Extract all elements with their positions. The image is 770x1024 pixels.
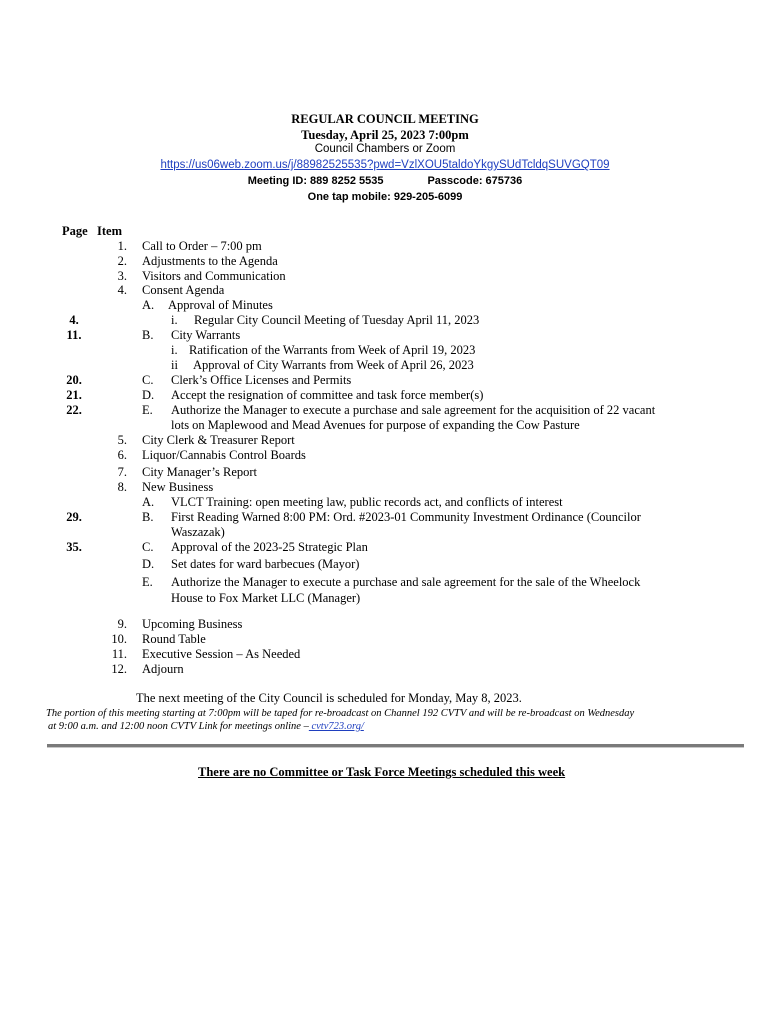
page-number: 20.	[66, 373, 82, 387]
item-number: 5.	[117, 433, 127, 447]
item-letter: D.	[142, 388, 155, 402]
item-text: City Clerk & Treasurer Report	[142, 433, 295, 447]
item-number: 10.	[111, 632, 127, 646]
item-number: 2.	[117, 254, 127, 268]
item-letter: E.	[142, 575, 153, 589]
item-roman: ii	[171, 358, 178, 372]
page-number: 4.	[69, 313, 79, 327]
item-roman: i.	[171, 343, 178, 357]
passcode: Passcode: 675736	[427, 175, 523, 187]
meeting-credentials	[0, 175, 770, 187]
item-text: Adjourn	[142, 662, 184, 676]
item-text: VLCT Training: open meeting law, public records act, and conflicts of interest	[171, 495, 563, 509]
item-number: 12.	[111, 662, 127, 676]
item-column-header: Item	[97, 224, 122, 238]
item-letter: B.	[142, 328, 154, 342]
broadcast-note-text: at 9:00 a.m. and 12:00 noon CVTV Link for meetings online –	[48, 721, 309, 732]
item-text: City Manager’s Report	[142, 465, 258, 479]
page-column-header: Page	[62, 224, 88, 238]
broadcast-note-line2	[48, 721, 364, 732]
item-text: City Warrants	[171, 328, 241, 342]
item-text-continued: lots on Maplewood and Mead Avenues for purpose of expanding the Cow Pasture	[171, 418, 580, 432]
item-text: Ratification of the Warrants from Week of April 19, 2023	[189, 343, 476, 357]
item-text: Authorize the Manager to execute a purchase and sale agreement for the acquisition of 22 vacant	[171, 403, 656, 417]
item-text-continued: House to Fox Market LLC (Manager)	[171, 591, 361, 605]
broadcast-note-line1: The portion of this meeting starting at 7:00pm will be taped for re-broadcast on Channel 192 CVTV and will be re-broadcast on Wednesday	[46, 708, 635, 719]
item-text: Clerk’s Office Licenses and Permits	[171, 373, 352, 387]
item-roman: i.	[171, 313, 178, 327]
item-number: 11.	[111, 647, 127, 661]
item-letter: B.	[142, 510, 154, 524]
zoom-url-line	[0, 159, 770, 171]
item-letter: C.	[142, 373, 154, 387]
item-text: Accept the resignation of committee and task force member(s)	[171, 388, 484, 402]
item-text: Approval of City Warrants from Week of April 26, 2023	[193, 358, 474, 372]
page-number: 35.	[66, 540, 82, 554]
item-text: Call to Order – 7:00 pm	[142, 239, 262, 253]
item-text: Regular City Council Meeting of Tuesday April 11, 2023	[194, 313, 480, 327]
item-letter: C.	[142, 540, 154, 554]
item-text: Round Table	[142, 632, 206, 646]
item-text: New Business	[142, 480, 214, 494]
item-letter: A.	[142, 298, 155, 312]
item-text: Authorize the Manager to execute a purchase and sale agreement for the sale of the Wheelock	[171, 575, 641, 589]
item-text: Adjustments to the Agenda	[142, 254, 278, 268]
item-letter: A.	[142, 495, 155, 509]
meeting-location: Council Chambers or Zoom	[314, 143, 456, 155]
item-text: Executive Session – As Needed	[142, 647, 301, 661]
item-text: Approval of Minutes	[168, 298, 273, 312]
no-meetings-notice: There are no Committee or Task Force Meetings scheduled this week	[198, 765, 566, 779]
page-number: 22.	[66, 403, 82, 417]
item-text: Liquor/Cannabis Control Boards	[142, 448, 306, 462]
item-text: Upcoming Business	[142, 617, 243, 631]
meeting-title: REGULAR COUNCIL MEETING	[291, 112, 479, 126]
item-text: Visitors and Communication	[142, 269, 286, 283]
meeting-id: Meeting ID: 889 8252 5535	[247, 175, 384, 187]
item-text: Set dates for ward barbecues (Mayor)	[171, 557, 360, 571]
item-number: 9.	[117, 617, 127, 631]
item-letter: D.	[142, 557, 155, 571]
item-number: 6.	[117, 448, 127, 462]
next-meeting-note: The next meeting of the City Council is scheduled for Monday, May 8, 2023.	[136, 691, 522, 705]
item-number: 3.	[117, 269, 127, 283]
page-number: 11.	[66, 328, 82, 342]
page-number: 21.	[66, 388, 82, 402]
item-text: Approval of the 2023-25 Strategic Plan	[171, 540, 368, 554]
cvtv-link[interactable]: cvtv723.org/	[308, 721, 364, 732]
zoom-link[interactable]: https://us06web.zoom.us/j/88982525535?pwd=VzlXOU5taldoYkgySUdTcldqSUVGQT09	[160, 159, 610, 171]
page-number: 29.	[66, 510, 82, 524]
one-tap-mobile: One tap mobile: 929-205-6099	[307, 191, 463, 203]
item-number: 8.	[117, 480, 127, 494]
item-number: 4.	[117, 283, 127, 297]
item-letter: E.	[142, 403, 153, 417]
item-number: 7.	[117, 465, 127, 479]
meeting-date: Tuesday, April 25, 2023 7:00pm	[301, 128, 469, 142]
item-text: Consent Agenda	[142, 283, 225, 297]
item-text: First Reading Warned 8:00 PM: Ord. #2023-01 Community Investment Ordinance (Councilor	[171, 510, 641, 524]
item-text-continued: Waszazak)	[171, 525, 225, 539]
item-number: 1.	[117, 239, 127, 253]
horizontal-divider	[47, 744, 744, 748]
